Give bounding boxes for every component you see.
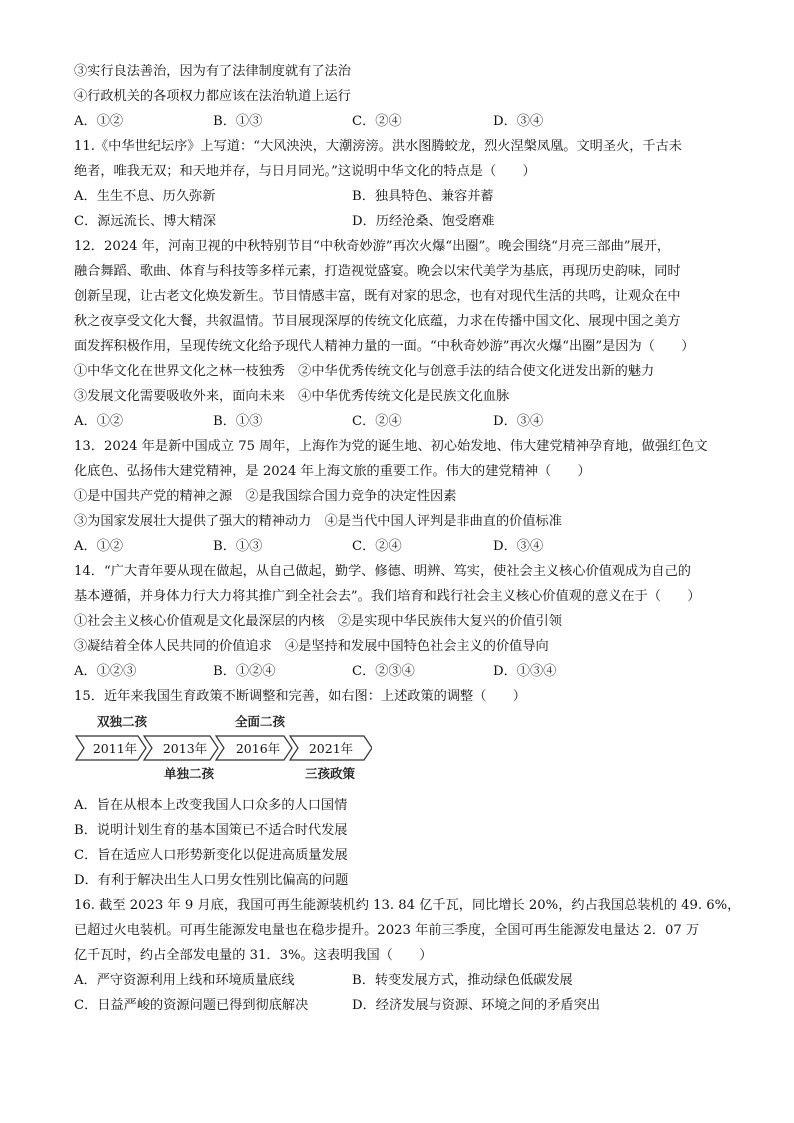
q12-option-d: D．③④ [493, 414, 544, 429]
q16-option-c: C．日益严峻的资源问题已得到彻底解决 [74, 998, 309, 1013]
q11-option-a: A．生生不息、历久弥新 [74, 189, 216, 204]
q15-stem: 15．近年来我国生育政策不断调整和完善，如右图：上述政策的调整（ ） [74, 689, 526, 704]
q12-statements-3-4: ③发展文化需要吸收外来，面向未来 ④中华优秀传统文化是民族文化血脉 [74, 389, 510, 404]
q12-stem-line-1: 12．2024 年，河南卫视的中秋特别节目“中秋奇妙游”再次火爆“出圈”。晚会围绕“月亮三部曲”展开， [74, 239, 671, 254]
q13-option-c: C．②④ [352, 539, 402, 554]
timeline-year-2016: 2016年 [235, 741, 281, 756]
timeline-label-universal-two-child: 全面二孩 [234, 714, 286, 729]
q16-stem-line-3: 亿千瓦时，约占全部发电量的 31．3%。这表明我国（ ） [74, 948, 433, 963]
q12-stem-line-3: 创新呈现，让古老文化焕发新生。节目情感丰富，既有对家的思念，也有对现代生活的共鸣，让观众在中 [74, 289, 681, 304]
q11-option-d: D．历经沧桑、饱受磨难 [352, 214, 495, 229]
q14-option-b: B．①②④ [213, 664, 276, 679]
timeline-label-single-only-child: 单独二孩 [163, 766, 215, 781]
q16-stem-line-1: 16. 截至 2023 年 9 月底，我国可再生能源装机约 13. 84 亿千瓦，同比增长 20%，约占我国总装机的 49. 6%， [74, 898, 741, 913]
q14-statements-1-2: ①社会主义核心价值观是文化最深层的内核 ②是实现中华民族伟大复兴的价值引领 [74, 614, 562, 629]
timeline-year-2021: 2021年 [308, 741, 354, 756]
q11-stem-line-1: 11.《中华世纪坛序》上写道：“大风泱泱，大潮滂滂。洪水图腾蛟龙，烈火涅槃凤凰。文明圣火，千古未 [74, 139, 682, 154]
q14-statements-3-4: ③凝结着全体人民共同的价值追求 ④是坚持和发展中国特色社会主义的价值导向 [74, 639, 549, 654]
timeline-label-three-child-policy: 三孩政策 [304, 766, 356, 781]
q10-option-b: B．①③ [213, 114, 263, 129]
q10-statement-3: ③实行良法善治，因为有了法律制度就有了法治 [74, 64, 351, 79]
q16-option-b: B．转变发展方式，推动绿色低碳发展 [352, 973, 573, 988]
q13-stem-line-2: 化底色、弘扬伟大建党精神，是 2024 年上海文旅的重要工作。伟大的建党精神（ ） [74, 464, 591, 479]
q10-option-c: C．②④ [352, 114, 402, 129]
q11-option-c: C．源远流长、博大精深 [74, 214, 216, 229]
q12-option-c: C．②④ [352, 414, 402, 429]
q13-statements-3-4: ③为国家发展壮大提供了强大的精神动力 ④是当代中国人评判是非曲直的价值标准 [74, 514, 562, 529]
q14-option-d: D．①③④ [493, 664, 557, 679]
q13-statements-1-2: ①是中国共产党的精神之源 ②是我国综合国力竞争的决定性因素 [74, 489, 457, 504]
q13-option-d: D．③④ [493, 539, 544, 554]
q12-statements-1-2: ①中华文化在世界文化之林一枝独秀 ②中华优秀传统文化与创意手法的结合使文化迸发出新的魅力 [74, 364, 655, 379]
q14-option-a: A．①②③ [74, 664, 137, 679]
q15-option-d: D．有利于解决出生人口男女性别比偏高的问题 [74, 873, 349, 888]
q14-stem-line-1: 14．“广大青年要从现在做起，从自己做起，勤学、修德、明辨、笃实，使社会主义核心价值观成为自己的 [74, 564, 691, 579]
q10-option-a: A．①② [74, 114, 124, 129]
birth-policy-timeline-figure [72, 712, 372, 784]
q14-option-c: C．②③④ [352, 664, 415, 679]
q16-option-d: D．经济发展与资源、环境之间的矛盾突出 [352, 998, 600, 1013]
q12-stem-line-5: 面发挥积极作用，呈现传统文化给予现代人精神力量的一面。“中秋奇妙游”再次火爆“出圈”是因为（ ） [74, 339, 695, 354]
q11-option-b: B．独具特色、兼容并蓄 [352, 189, 494, 204]
q15-option-b: B．说明计划生育的基本国策已不适合时代发展 [74, 823, 348, 838]
timeline-label-double-only-child: 双独二孩 [96, 714, 148, 729]
q13-stem-line-1: 13．2024 年是新中国成立 75 周年，上海作为党的诞生地、初心始发地、伟大建党精神孕育地，做强红色文 [74, 439, 708, 454]
q11-stem-line-2: 绝者，唯我无双；和天地并存，与日月同光。”这说明中华文化的特点是（ ） [74, 164, 536, 179]
q16-stem-line-2: 已超过火电装机。可再生能源发电量也在稳步提升。2023 年前三季度，全国可再生能源发电量达 2．07 万 [74, 923, 700, 938]
q12-option-a: A．①② [74, 414, 124, 429]
timeline-year-2013: 2013年 [162, 741, 208, 756]
q12-stem-line-2: 融合舞蹈、歌曲、体育与科技等多样元素，打造视觉盛宴。晚会以宋代美学为基底，再现历史韵味，同时 [74, 264, 681, 279]
q13-option-b: B．①③ [213, 539, 263, 554]
q15-option-a: A．旨在从根本上改变我国人口众多的人口国情 [74, 798, 348, 813]
q16-option-a: A．严守资源利用上线和环境质量底线 [74, 973, 295, 988]
q15-option-c: C．旨在适应人口形势新变化以促进高质量发展 [74, 848, 348, 863]
q14-stem-line-2: 基本遵循，并身体力行大力将其推广到全社会去”。我们培育和践行社会主义核心价值观的意义在于（ ） [74, 589, 701, 604]
q10-option-d: D．③④ [493, 114, 544, 129]
timeline-year-2011: 2011年 [92, 741, 138, 756]
q12-option-b: B．①③ [213, 414, 263, 429]
q10-statement-4: ④行政机关的各项权力都应该在法治轨道上运行 [74, 89, 351, 104]
q12-stem-line-4: 秋之夜享受文化大餐，共叙温情。节目展现深厚的传统文化底蕴，力求在传播中国文化、展现中国之美方 [74, 314, 681, 329]
q13-option-a: A．①② [74, 539, 124, 554]
